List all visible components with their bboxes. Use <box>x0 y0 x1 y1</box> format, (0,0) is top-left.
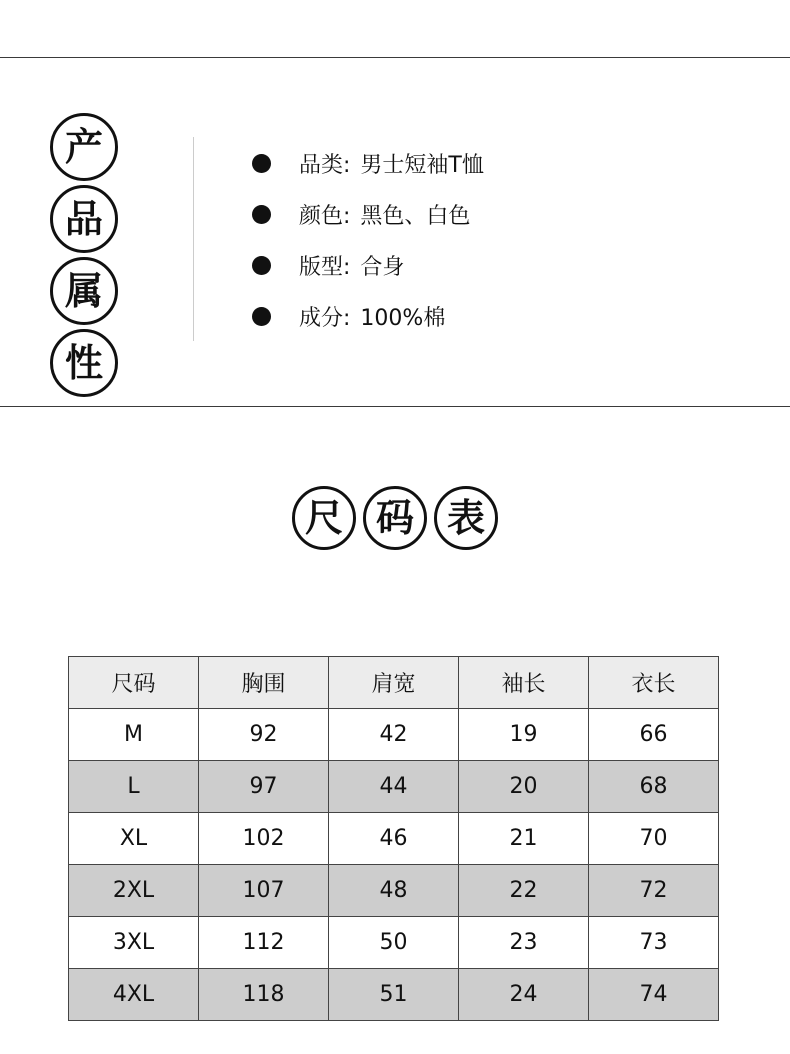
table-cell: 68 <box>589 761 719 813</box>
table-cell: 3XL <box>69 917 199 969</box>
table-cell: 19 <box>459 709 589 761</box>
attribute-label: 版型: <box>299 255 351 280</box>
table-cell: 112 <box>199 917 329 969</box>
table-cell: 51 <box>329 969 459 1021</box>
table-cell: 66 <box>589 709 719 761</box>
table-row <box>69 865 719 917</box>
top-divider <box>0 57 790 58</box>
bullet-icon <box>252 205 271 224</box>
table-cell: 102 <box>199 813 329 865</box>
table-cell: 48 <box>329 865 459 917</box>
column-header: 尺码 <box>69 657 199 709</box>
table-row <box>69 709 719 761</box>
table-cell: 107 <box>199 865 329 917</box>
table-cell: 92 <box>199 709 329 761</box>
table-cell: 72 <box>589 865 719 917</box>
table-cell: 22 <box>459 865 589 917</box>
attribute-item <box>252 240 484 291</box>
size-table <box>68 656 719 1021</box>
table-cell: L <box>69 761 199 813</box>
attribute-value: 100%棉 <box>360 306 446 331</box>
table-cell: 118 <box>199 969 329 1021</box>
heading-char-circle: 产 <box>50 113 118 181</box>
table-cell: 74 <box>589 969 719 1021</box>
table-cell: 4XL <box>69 969 199 1021</box>
table-cell: 23 <box>459 917 589 969</box>
table-cell: 46 <box>329 813 459 865</box>
attribute-item <box>252 291 484 342</box>
title-char-circle: 码 <box>363 486 427 550</box>
table-header-row <box>69 657 719 709</box>
table-cell: 97 <box>199 761 329 813</box>
column-header: 胸围 <box>199 657 329 709</box>
table-cell: 20 <box>459 761 589 813</box>
product-attributes-heading <box>50 113 120 401</box>
column-header: 衣长 <box>589 657 719 709</box>
table-cell: M <box>69 709 199 761</box>
title-char-circle: 尺 <box>292 486 356 550</box>
column-header: 袖长 <box>459 657 589 709</box>
middle-divider <box>0 406 790 407</box>
attribute-label: 成分: <box>299 306 351 331</box>
attribute-item <box>252 138 484 189</box>
table-row <box>69 917 719 969</box>
heading-char-circle: 性 <box>50 329 118 397</box>
table-cell: 44 <box>329 761 459 813</box>
table-cell: XL <box>69 813 199 865</box>
attribute-label: 颜色: <box>299 204 351 229</box>
table-cell: 24 <box>459 969 589 1021</box>
bullet-icon <box>252 307 271 326</box>
attribute-label: 品类: <box>299 153 351 178</box>
table-cell: 73 <box>589 917 719 969</box>
title-char-circle: 表 <box>434 486 498 550</box>
table-cell: 70 <box>589 813 719 865</box>
bullet-icon <box>252 154 271 173</box>
table-row <box>69 761 719 813</box>
table-cell: 42 <box>329 709 459 761</box>
heading-char-circle: 属 <box>50 257 118 325</box>
heading-char-circle: 品 <box>50 185 118 253</box>
column-header: 肩宽 <box>329 657 459 709</box>
size-chart-title <box>292 486 498 550</box>
attribute-value: 黑色、白色 <box>360 204 471 229</box>
attribute-item <box>252 189 484 240</box>
table-cell: 50 <box>329 917 459 969</box>
table-cell: 21 <box>459 813 589 865</box>
attribute-value: 合身 <box>360 255 405 280</box>
table-row <box>69 813 719 865</box>
bullet-icon <box>252 256 271 275</box>
attribute-value: 男士短袖T恤 <box>360 153 484 178</box>
table-cell: 2XL <box>69 865 199 917</box>
table-row <box>69 969 719 1021</box>
vertical-divider <box>193 137 194 341</box>
attribute-list <box>252 138 484 342</box>
